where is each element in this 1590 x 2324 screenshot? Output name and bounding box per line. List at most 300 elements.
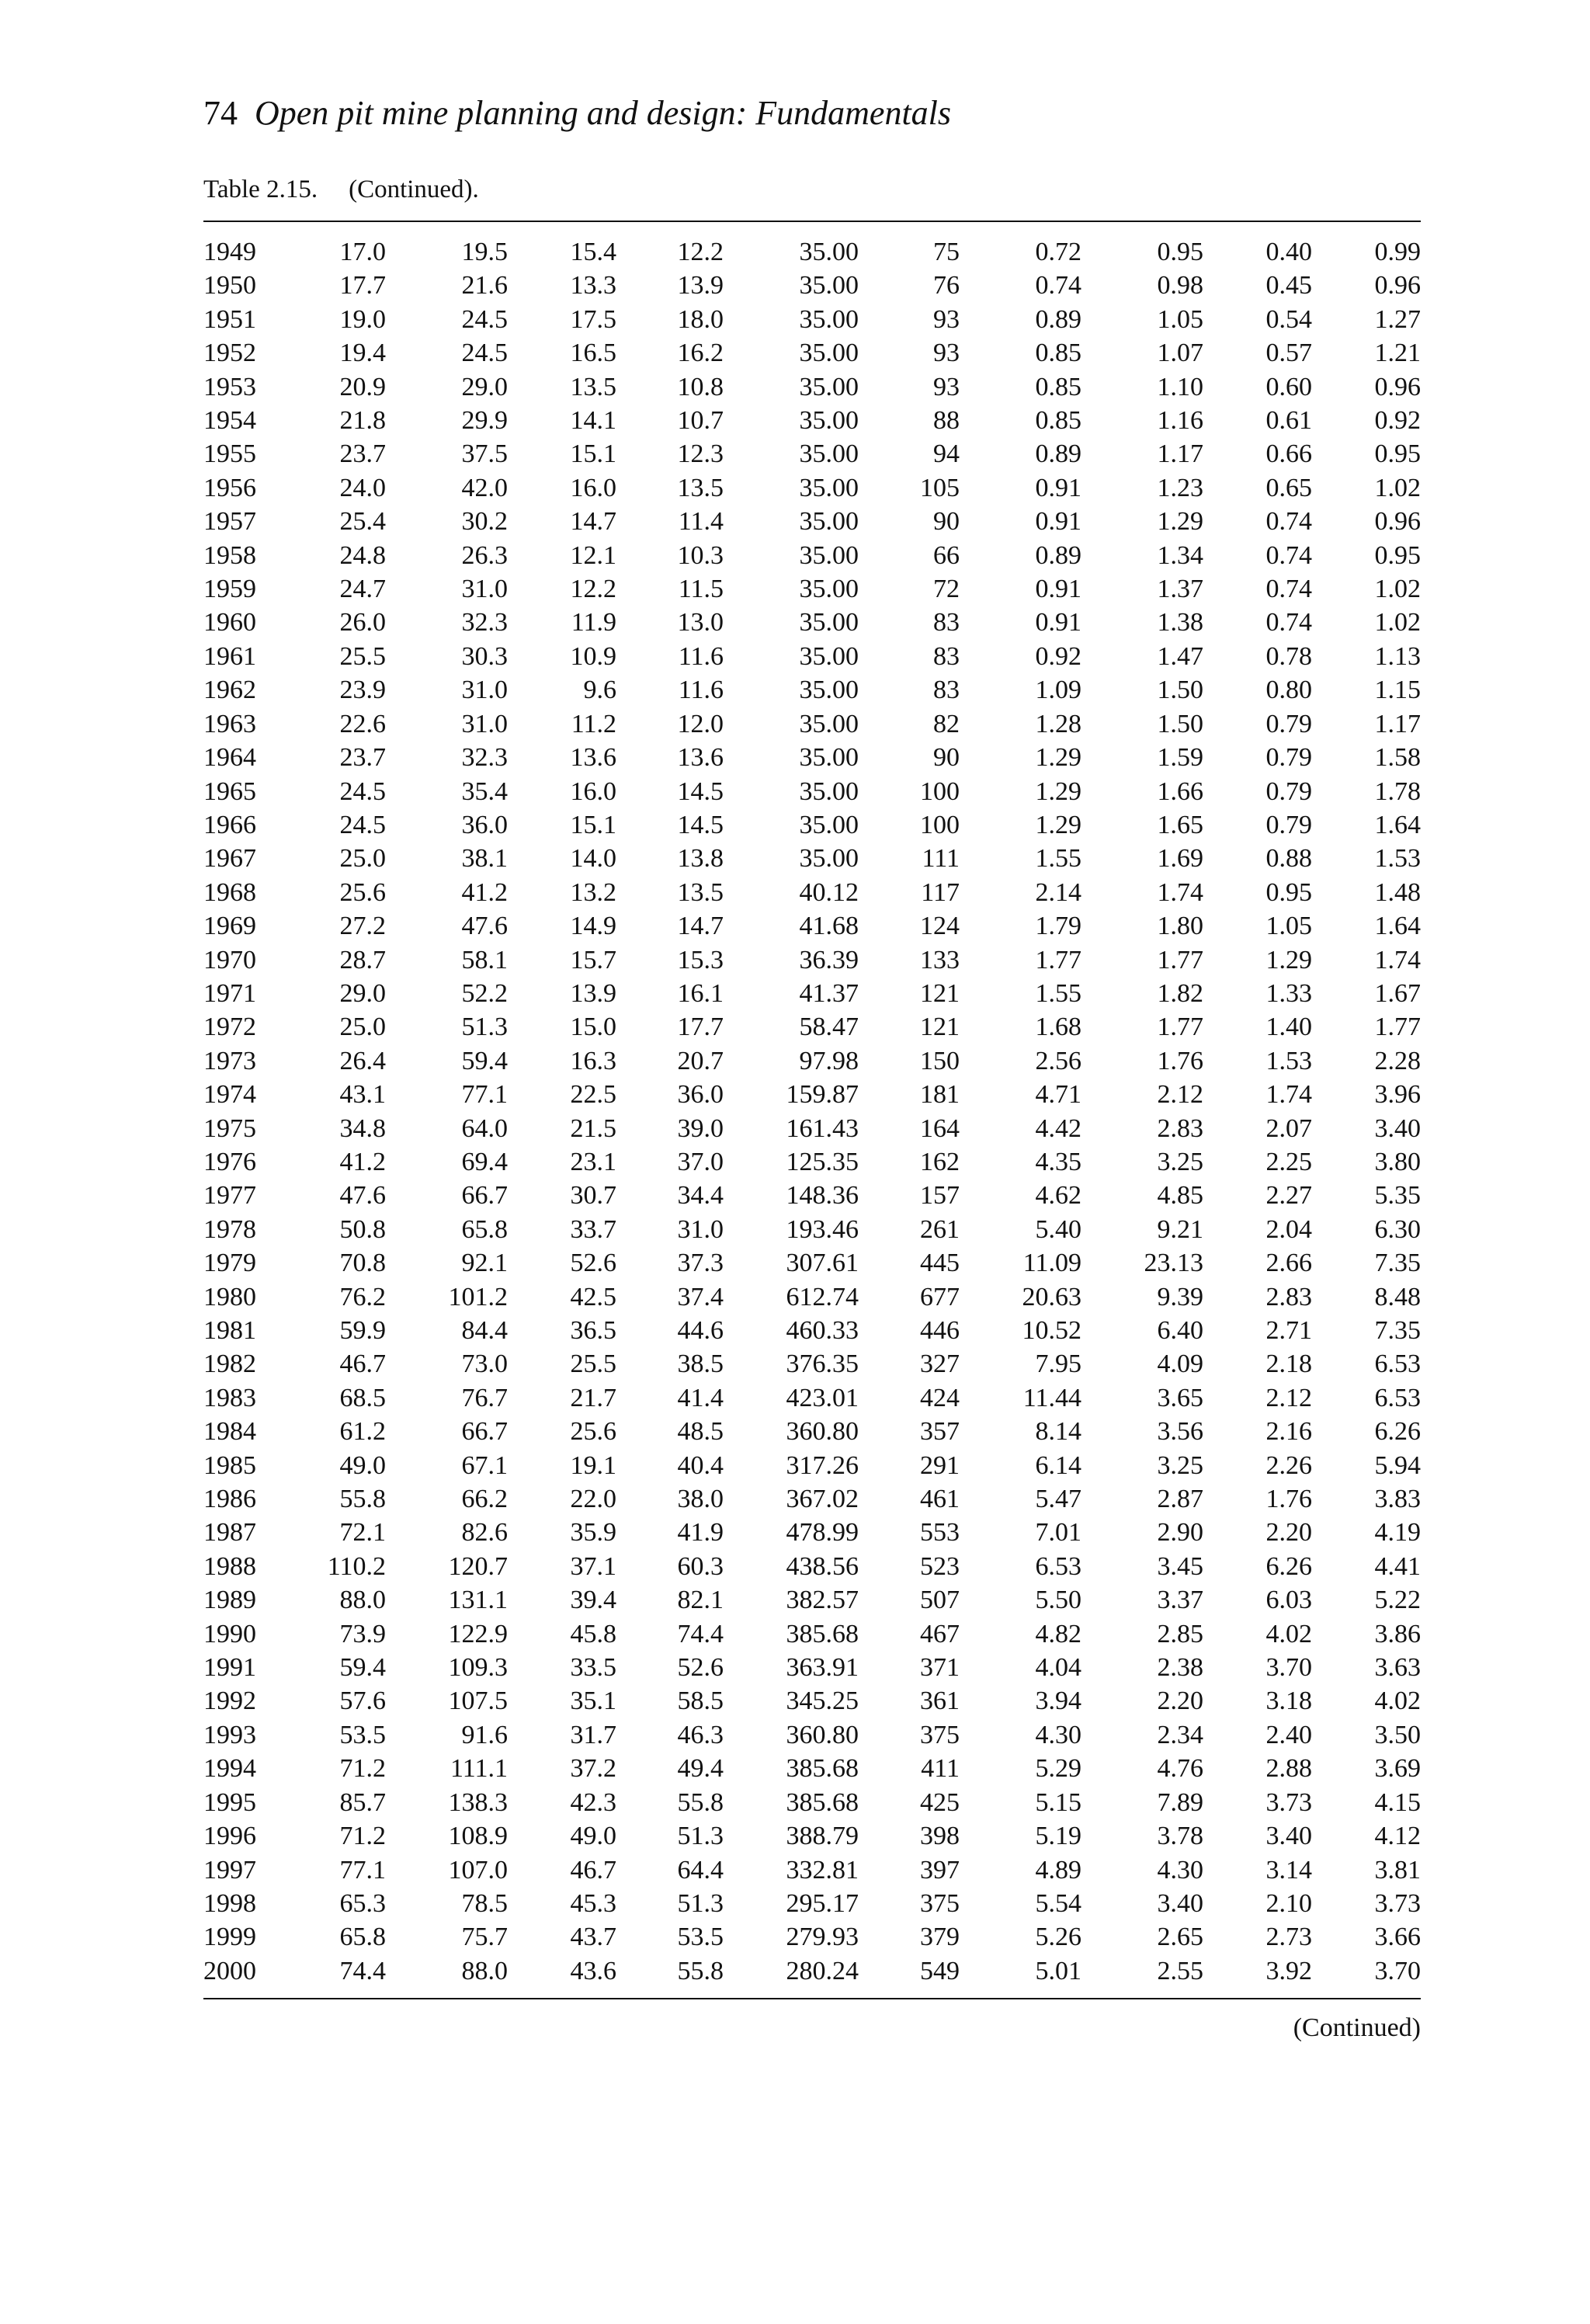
value-cell: 92.1: [461, 1249, 508, 1278]
value-cell: 13.5: [677, 473, 724, 502]
value-cell: 48.5: [677, 1417, 724, 1447]
value-cell: 2.56: [1035, 1046, 1081, 1075]
value-cell: 4.12: [1374, 1822, 1421, 1851]
value-cell: 425: [920, 1787, 960, 1817]
value-cell: 13.0: [677, 608, 724, 637]
value-cell: 0.65: [1265, 473, 1312, 502]
value-cell: 445: [920, 1249, 960, 1278]
value-cell: 41.4: [677, 1383, 724, 1412]
value-cell: 1.27: [1374, 304, 1421, 334]
value-cell: 460.33: [786, 1316, 859, 1345]
value-cell: 150: [920, 1046, 960, 1075]
table-row: [203, 404, 1421, 437]
table-row: [203, 808, 1421, 842]
value-cell: 523: [920, 1551, 960, 1581]
value-cell: 39.0: [677, 1113, 724, 1143]
value-cell: 59.4: [339, 1653, 386, 1683]
value-cell: 100: [920, 776, 960, 806]
value-cell: 0.45: [1265, 271, 1312, 300]
table-row: [203, 505, 1421, 538]
value-cell: 360.80: [786, 1417, 859, 1447]
value-cell: 64.0: [461, 1113, 508, 1143]
value-cell: 291: [920, 1450, 960, 1480]
year-cell: 1949: [203, 238, 256, 266]
value-cell: 0.99: [1374, 238, 1421, 266]
value-cell: 13.5: [570, 372, 616, 401]
value-cell: 1.29: [1035, 743, 1081, 773]
value-cell: 16.0: [570, 776, 616, 806]
value-cell: 6.30: [1374, 1214, 1421, 1244]
table-row: [203, 1381, 1421, 1415]
value-cell: 162: [920, 1147, 960, 1176]
value-cell: 2.28: [1374, 1046, 1421, 1075]
table-row: [203, 1449, 1421, 1482]
value-cell: 1.80: [1157, 912, 1203, 941]
value-cell: 0.88: [1265, 844, 1312, 874]
value-cell: 7.35: [1374, 1316, 1421, 1345]
value-cell: 1.47: [1157, 641, 1203, 671]
value-cell: 23.1: [570, 1147, 616, 1176]
value-cell: 55.8: [339, 1485, 386, 1514]
value-cell: 34.8: [339, 1113, 386, 1143]
value-cell: 0.91: [1035, 507, 1081, 537]
value-cell: 28.7: [339, 945, 386, 974]
value-cell: 75.7: [461, 1923, 508, 1952]
value-cell: 53.5: [339, 1720, 386, 1749]
value-cell: 138.3: [448, 1787, 508, 1817]
value-cell: 0.74: [1265, 575, 1312, 604]
year-cell: 1966: [203, 810, 256, 839]
value-cell: 1.69: [1157, 844, 1203, 874]
value-cell: 35.00: [799, 238, 859, 266]
value-cell: 51.3: [677, 1822, 724, 1851]
value-cell: 1.07: [1157, 339, 1203, 368]
value-cell: 43.1: [339, 1080, 386, 1110]
value-cell: 4.02: [1265, 1619, 1312, 1648]
value-cell: 25.5: [570, 1350, 616, 1379]
value-cell: 1.29: [1157, 507, 1203, 537]
value-cell: 55.8: [677, 1956, 724, 1985]
value-cell: 37.5: [461, 439, 508, 469]
table-row: [203, 1280, 1421, 1314]
value-cell: 75: [933, 238, 960, 266]
value-cell: 3.45: [1157, 1551, 1203, 1581]
value-cell: 1.17: [1157, 439, 1203, 469]
value-cell: 357: [920, 1417, 960, 1447]
value-cell: 24.0: [339, 473, 386, 502]
value-cell: 3.69: [1374, 1754, 1421, 1784]
value-cell: 307.61: [786, 1249, 859, 1278]
value-cell: 1.82: [1157, 978, 1203, 1008]
year-cell: 1977: [203, 1181, 256, 1211]
value-cell: 109.3: [448, 1653, 508, 1683]
value-cell: 78.5: [461, 1888, 508, 1918]
value-cell: 12.2: [677, 238, 724, 266]
value-cell: 25.0: [339, 1013, 386, 1042]
value-cell: 35.00: [799, 439, 859, 469]
value-cell: 121: [920, 1013, 960, 1042]
value-cell: 6.40: [1157, 1316, 1203, 1345]
value-cell: 1.05: [1157, 304, 1203, 334]
value-cell: 0.91: [1035, 575, 1081, 604]
value-cell: 3.14: [1265, 1855, 1312, 1885]
value-cell: 23.9: [339, 676, 386, 705]
table-row: [203, 1010, 1421, 1044]
value-cell: 13.2: [570, 877, 616, 907]
value-cell: 1.77: [1374, 1013, 1421, 1042]
year-cell: 1993: [203, 1720, 256, 1749]
value-cell: 376.35: [786, 1350, 859, 1379]
value-cell: 14.5: [677, 776, 724, 806]
value-cell: 6.53: [1374, 1383, 1421, 1412]
value-cell: 17.0: [339, 238, 386, 266]
value-cell: 1.40: [1265, 1013, 1312, 1042]
value-cell: 52.6: [570, 1249, 616, 1278]
value-cell: 38.1: [461, 844, 508, 874]
year-cell: 1957: [203, 507, 256, 537]
value-cell: 23.7: [339, 743, 386, 773]
value-cell: 478.99: [786, 1518, 859, 1548]
value-cell: 6.26: [1374, 1417, 1421, 1447]
value-cell: 461: [920, 1485, 960, 1514]
table-row: [203, 269, 1421, 302]
value-cell: 15.1: [570, 439, 616, 469]
value-cell: 4.82: [1035, 1619, 1081, 1648]
value-cell: 3.37: [1157, 1586, 1203, 1615]
value-cell: 35.00: [799, 608, 859, 637]
value-cell: 19.1: [570, 1450, 616, 1480]
value-cell: 85.7: [339, 1787, 386, 1817]
value-cell: 4.41: [1374, 1551, 1421, 1581]
value-cell: 94: [933, 439, 960, 469]
value-cell: 38.5: [677, 1350, 724, 1379]
table-row: [203, 1213, 1421, 1246]
value-cell: 35.00: [799, 339, 859, 368]
value-cell: 2.66: [1265, 1249, 1312, 1278]
value-cell: 19.5: [461, 238, 508, 266]
value-cell: 47.6: [339, 1181, 386, 1211]
value-cell: 15.1: [570, 810, 616, 839]
value-cell: 1.15: [1374, 676, 1421, 705]
value-cell: 35.1: [570, 1687, 616, 1716]
year-cell: 1967: [203, 844, 256, 874]
value-cell: 37.1: [570, 1551, 616, 1581]
value-cell: 5.50: [1035, 1586, 1081, 1615]
value-cell: 1.05: [1265, 912, 1312, 941]
table-row: [203, 370, 1421, 404]
value-cell: 3.65: [1157, 1383, 1203, 1412]
year-cell: 1974: [203, 1080, 256, 1110]
table-row: [203, 1044, 1421, 1078]
value-cell: 111.1: [450, 1754, 508, 1784]
value-cell: 2.90: [1157, 1518, 1203, 1548]
value-cell: 16.1: [677, 978, 724, 1008]
value-cell: 35.4: [461, 776, 508, 806]
value-cell: 317.26: [786, 1450, 859, 1480]
value-cell: 29.0: [339, 978, 386, 1008]
value-cell: 31.7: [570, 1720, 616, 1749]
value-cell: 4.30: [1035, 1720, 1081, 1749]
value-cell: 32.3: [461, 608, 508, 637]
value-cell: 5.47: [1035, 1485, 1081, 1514]
value-cell: 6.03: [1265, 1586, 1312, 1615]
value-cell: 42.3: [570, 1787, 616, 1817]
table-row: [203, 741, 1421, 774]
value-cell: 1.28: [1035, 709, 1081, 738]
value-cell: 1.65: [1157, 810, 1203, 839]
value-cell: 46.7: [570, 1855, 616, 1885]
year-cell: 1985: [203, 1450, 256, 1480]
value-cell: 11.4: [678, 507, 724, 537]
page-number: 74: [203, 94, 238, 132]
value-cell: 3.83: [1374, 1485, 1421, 1514]
value-cell: 2.85: [1157, 1619, 1203, 1648]
value-cell: 15.7: [570, 945, 616, 974]
value-cell: 5.40: [1035, 1214, 1081, 1244]
year-cell: 1963: [203, 709, 256, 738]
value-cell: 21.8: [339, 406, 386, 436]
value-cell: 31.0: [677, 1214, 724, 1244]
year-cell: 1975: [203, 1113, 256, 1143]
value-cell: 15.3: [677, 945, 724, 974]
value-cell: 77.1: [339, 1855, 386, 1885]
value-cell: 345.25: [786, 1687, 859, 1716]
value-cell: 36.39: [799, 945, 859, 974]
value-cell: 1.74: [1157, 877, 1203, 907]
value-cell: 2.87: [1157, 1485, 1203, 1514]
value-cell: 35.00: [799, 540, 859, 570]
value-cell: 2.83: [1265, 1282, 1312, 1311]
value-cell: 13.6: [570, 743, 616, 773]
value-cell: 3.40: [1265, 1822, 1312, 1851]
value-cell: 3.80: [1374, 1147, 1421, 1176]
value-cell: 73.9: [339, 1619, 386, 1648]
value-cell: 22.5: [570, 1080, 616, 1110]
year-cell: 1990: [203, 1619, 256, 1648]
value-cell: 0.74: [1265, 608, 1312, 637]
value-cell: 467: [920, 1619, 960, 1648]
book-title: Open pit mine planning and design: [255, 94, 736, 132]
value-cell: 20.9: [339, 372, 386, 401]
value-cell: 35.00: [799, 709, 859, 738]
value-cell: 1.77: [1157, 945, 1203, 974]
year-cell: 1965: [203, 776, 256, 806]
year-cell: 1954: [203, 406, 256, 436]
year-cell: 1981: [203, 1316, 256, 1345]
table-row: [203, 909, 1421, 943]
value-cell: 5.29: [1035, 1754, 1081, 1784]
table-row: [203, 1482, 1421, 1516]
year-cell: 1952: [203, 339, 256, 368]
value-cell: 1.29: [1035, 810, 1081, 839]
value-cell: 10.3: [677, 540, 724, 570]
value-cell: 1.17: [1374, 709, 1421, 738]
value-cell: 1.53: [1374, 844, 1421, 874]
year-cell: 1987: [203, 1518, 256, 1548]
value-cell: 13.3: [570, 271, 616, 300]
value-cell: 16.3: [570, 1046, 616, 1075]
value-cell: 1.02: [1374, 608, 1421, 637]
value-cell: 8.48: [1374, 1282, 1421, 1311]
value-cell: 37.2: [570, 1754, 616, 1784]
value-cell: 74.4: [339, 1956, 386, 1985]
table-row: [203, 876, 1421, 909]
value-cell: 83: [933, 676, 960, 705]
value-cell: 90: [933, 743, 960, 773]
value-cell: 1.76: [1265, 1485, 1312, 1514]
value-cell: 24.8: [339, 540, 386, 570]
value-cell: 3.94: [1035, 1687, 1081, 1716]
value-cell: 36.5: [570, 1316, 616, 1345]
value-cell: 3.96: [1374, 1080, 1421, 1110]
value-cell: 100: [920, 810, 960, 839]
value-cell: 47.6: [461, 912, 508, 941]
value-cell: 0.85: [1035, 339, 1081, 368]
value-cell: 7.89: [1157, 1787, 1203, 1817]
value-cell: 107.0: [448, 1855, 508, 1885]
value-cell: 157: [920, 1181, 960, 1211]
value-cell: 2.18: [1265, 1350, 1312, 1379]
value-cell: 35.9: [570, 1518, 616, 1548]
value-cell: 0.95: [1157, 238, 1203, 266]
value-cell: 1.64: [1374, 810, 1421, 839]
year-cell: 1986: [203, 1485, 256, 1514]
value-cell: 3.73: [1265, 1787, 1312, 1817]
value-cell: 59.9: [339, 1316, 386, 1345]
value-cell: 295.17: [786, 1888, 859, 1918]
value-cell: 17.7: [677, 1013, 724, 1042]
value-cell: 26.3: [461, 540, 508, 570]
value-cell: 0.89: [1035, 304, 1081, 334]
value-cell: 50.8: [339, 1214, 386, 1244]
table-top-rule: [203, 221, 1421, 222]
table-row: [203, 775, 1421, 808]
value-cell: 159.87: [786, 1080, 859, 1110]
value-cell: 1.59: [1157, 743, 1203, 773]
table-row: [203, 1853, 1421, 1887]
value-cell: 93: [933, 372, 960, 401]
value-cell: 34.4: [677, 1181, 724, 1211]
value-cell: 1.77: [1035, 945, 1081, 974]
value-cell: 553: [920, 1518, 960, 1548]
value-cell: 438.56: [786, 1551, 859, 1581]
year-cell: 1955: [203, 439, 256, 469]
value-cell: 82.6: [461, 1518, 508, 1548]
value-cell: 1.29: [1265, 945, 1312, 974]
table-row: [203, 1786, 1421, 1819]
value-cell: 411: [921, 1754, 960, 1784]
value-cell: 5.54: [1035, 1888, 1081, 1918]
value-cell: 2.07: [1265, 1113, 1312, 1143]
value-cell: 2.83: [1157, 1113, 1203, 1143]
value-cell: 16.0: [570, 473, 616, 502]
year-cell: 1992: [203, 1687, 256, 1716]
value-cell: 4.89: [1035, 1855, 1081, 1885]
value-cell: 9.39: [1157, 1282, 1203, 1311]
table-row: [203, 1617, 1421, 1651]
value-cell: 3.63: [1374, 1653, 1421, 1683]
value-cell: 21.7: [570, 1383, 616, 1412]
value-cell: 507: [920, 1586, 960, 1615]
value-cell: 1.33: [1265, 978, 1312, 1008]
value-cell: 64.4: [677, 1855, 724, 1885]
value-cell: 2.04: [1265, 1214, 1312, 1244]
value-cell: 38.0: [677, 1485, 724, 1514]
value-cell: 76.7: [461, 1383, 508, 1412]
year-cell: 1996: [203, 1822, 256, 1851]
value-cell: 367.02: [786, 1485, 859, 1514]
value-cell: 3.25: [1157, 1450, 1203, 1480]
value-cell: 40.12: [799, 877, 859, 907]
value-cell: 1.02: [1374, 473, 1421, 502]
table-row: [203, 640, 1421, 673]
table-row: [203, 1819, 1421, 1853]
value-cell: 3.81: [1374, 1855, 1421, 1885]
value-cell: 424: [920, 1383, 960, 1412]
value-cell: 398: [920, 1822, 960, 1851]
value-cell: 22.6: [339, 709, 386, 738]
table-bottom-rule: [203, 1998, 1421, 1999]
value-cell: 4.09: [1157, 1350, 1203, 1379]
value-cell: 1.64: [1374, 912, 1421, 941]
value-cell: 72.1: [339, 1518, 386, 1548]
value-cell: 4.30: [1157, 1855, 1203, 1885]
value-cell: 3.78: [1157, 1822, 1203, 1851]
value-cell: 3.66: [1374, 1923, 1421, 1952]
value-cell: 25.5: [339, 641, 386, 671]
value-cell: 37.0: [677, 1147, 724, 1176]
value-cell: 0.95: [1374, 540, 1421, 570]
value-cell: 4.62: [1035, 1181, 1081, 1211]
value-cell: 677: [920, 1282, 960, 1311]
value-cell: 363.91: [786, 1653, 859, 1683]
value-cell: 41.9: [677, 1518, 724, 1548]
value-cell: 3.40: [1157, 1888, 1203, 1918]
value-cell: 84.4: [461, 1316, 508, 1345]
table-row: [203, 1684, 1421, 1718]
value-cell: 121: [920, 978, 960, 1008]
value-cell: 1.77: [1157, 1013, 1203, 1042]
table-row: [203, 1516, 1421, 1549]
year-cell: 1980: [203, 1282, 256, 1311]
value-cell: 1.55: [1035, 978, 1081, 1008]
value-cell: 42.5: [570, 1282, 616, 1311]
value-cell: 5.35: [1374, 1181, 1421, 1211]
value-cell: 2.65: [1157, 1923, 1203, 1952]
year-cell: 1971: [203, 978, 256, 1008]
value-cell: 21.6: [461, 271, 508, 300]
value-cell: 2.20: [1265, 1518, 1312, 1548]
table-row: [203, 1718, 1421, 1752]
value-cell: 49.4: [677, 1754, 724, 1784]
value-cell: 30.7: [570, 1181, 616, 1211]
value-cell: 1.02: [1374, 575, 1421, 604]
value-cell: 0.91: [1035, 608, 1081, 637]
value-cell: 10.8: [677, 372, 724, 401]
value-cell: 91.6: [461, 1720, 508, 1749]
value-cell: 1.76: [1157, 1046, 1203, 1075]
year-cell: 1997: [203, 1855, 256, 1885]
year-cell: 1960: [203, 608, 256, 637]
value-cell: 133: [920, 945, 960, 974]
book-subtitle: : Fundamentals: [735, 94, 952, 132]
value-cell: 1.74: [1265, 1080, 1312, 1110]
table-caption-note: (Continued).: [349, 175, 479, 203]
value-cell: 0.74: [1265, 507, 1312, 537]
value-cell: 30.2: [461, 507, 508, 537]
year-cell: 1962: [203, 676, 256, 705]
value-cell: 111: [922, 844, 960, 874]
